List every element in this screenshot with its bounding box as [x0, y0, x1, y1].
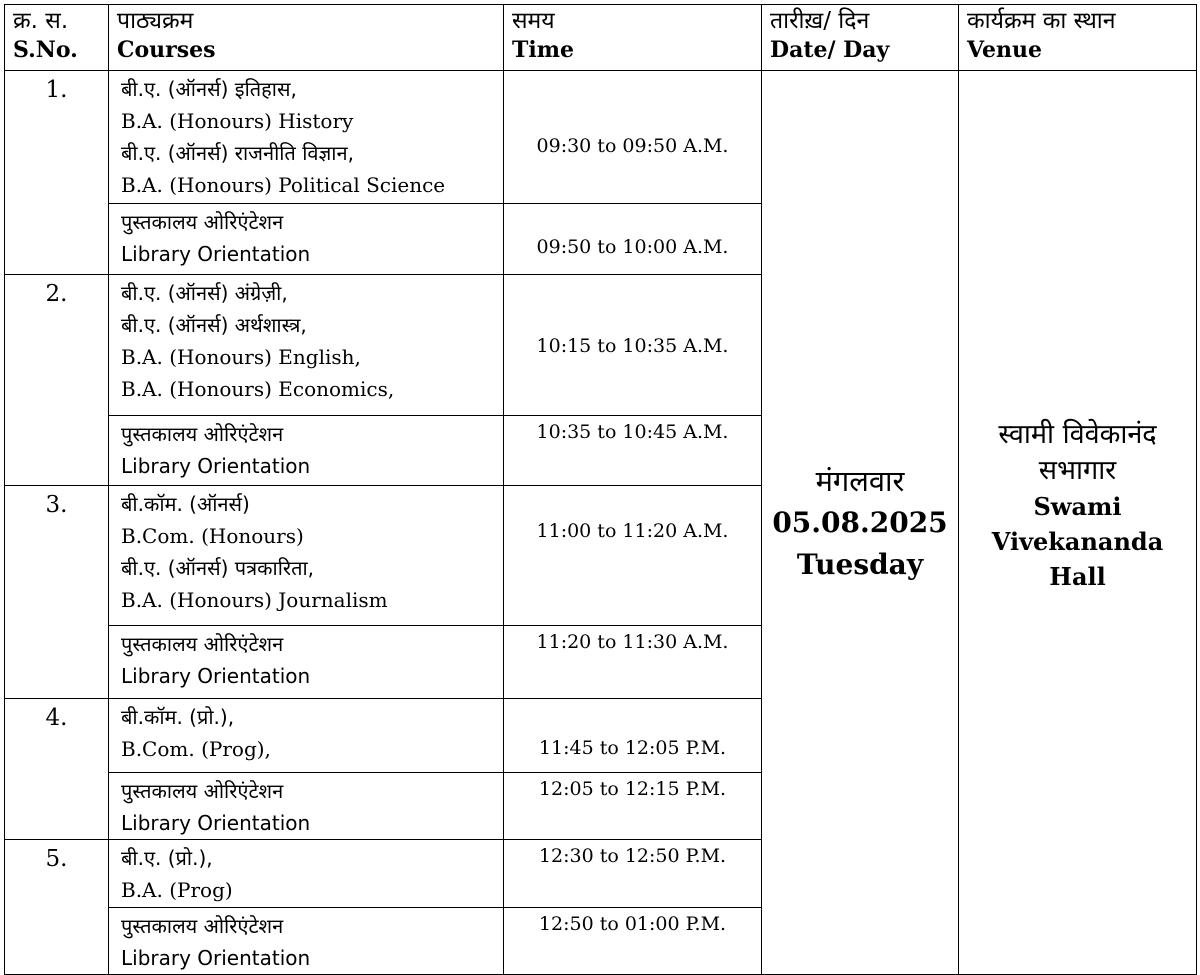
course-line: B.A. (Honours) Political Science [121, 173, 446, 197]
header-date [762, 5, 959, 71]
time-value: 11:00 to 11:20 A.M. [536, 520, 729, 542]
time-cell [504, 908, 762, 975]
course-line: बी.ए. (ऑनर्स) अंग्रेज़ी, [121, 281, 288, 305]
header-date-hindi: तारीख़/ दिन [770, 8, 870, 34]
library-hindi: पुस्तकालय ओरिएंटेशन [121, 779, 284, 803]
serial-number: 3. [5, 486, 109, 699]
serial-number: 5. [5, 840, 109, 975]
time-value: 12:50 to 01:00 P.M. [538, 913, 727, 935]
table-row [5, 71, 1197, 204]
course-cell [109, 699, 504, 773]
time-value: 10:15 to 10:35 A.M. [536, 335, 729, 357]
venue-hindi-line1: स्वामी विवेकानंद [998, 419, 1157, 450]
course-line: बी.ए. (ऑनर्स) इतिहास, [121, 77, 297, 101]
library-hindi: पुस्तकालय ओरिएंटेशन [121, 210, 284, 234]
schedule-table [4, 4, 1197, 975]
time-value: 09:30 to 09:50 A.M. [536, 135, 729, 157]
library-cell [109, 773, 504, 840]
course-cell [109, 840, 504, 908]
header-date-english: Date/ Day [770, 37, 890, 63]
library-cell [109, 416, 504, 486]
time-cell [504, 204, 762, 275]
course-line: B.A. (Honours) Economics, [121, 377, 395, 401]
library-hindi: पुस्तकालय ओरिएंटेशन [121, 914, 284, 938]
course-line: बी.कॉम. (ऑनर्स) [121, 492, 250, 516]
time-value: 09:50 to 10:00 A.M. [536, 236, 729, 258]
time-value: 10:35 to 10:45 A.M. [536, 421, 729, 443]
header-courses-hindi: पाठ्यक्रम [117, 8, 194, 34]
course-line: बी.ए. (प्रो.), [121, 846, 213, 870]
header-time [504, 5, 762, 71]
time-cell [504, 840, 762, 908]
time-value: 11:20 to 11:30 A.M. [536, 631, 729, 653]
course-cell [109, 486, 504, 626]
library-english: Library Orientation [121, 242, 311, 266]
header-time-hindi: समय [512, 8, 555, 34]
library-cell [109, 626, 504, 699]
day-english: Tuesday [796, 547, 924, 581]
library-hindi: पुस्तकालय ओरिएंटेशन [121, 632, 284, 656]
course-line: B.A. (Honours) English, [121, 345, 361, 369]
library-english: Library Orientation [121, 811, 311, 835]
time-cell [504, 699, 762, 773]
course-cell [109, 275, 504, 416]
day-hindi: मंगलवार [815, 463, 905, 498]
header-time-english: Time [512, 37, 575, 63]
venue-english-line1: Swami [1033, 492, 1122, 521]
time-cell [504, 416, 762, 486]
time-value: 11:45 to 12:05 P.M. [538, 737, 727, 759]
course-line: B.Com. (Prog), [121, 737, 271, 761]
header-venue [959, 5, 1197, 71]
time-cell [504, 773, 762, 840]
venue-hindi-line2: सभागार [1038, 455, 1117, 486]
venue-english-line2: Vivekananda [991, 527, 1164, 556]
time-cell [504, 275, 762, 416]
course-line: B.A. (Prog) [121, 878, 233, 902]
library-english: Library Orientation [121, 664, 311, 688]
course-cell [109, 71, 504, 204]
header-venue-hindi: कार्यक्रम का स्थान [967, 8, 1116, 34]
library-cell [109, 204, 504, 275]
course-line: बी.ए. (ऑनर्स) पत्रकारिता, [121, 556, 315, 580]
date-day-cell [762, 71, 959, 975]
library-cell [109, 908, 504, 975]
header-sno [5, 5, 109, 71]
time-cell [504, 71, 762, 204]
venue-cell [959, 71, 1197, 975]
course-line: B.Com. (Honours) [121, 524, 304, 548]
library-english: Library Orientation [121, 946, 311, 970]
event-date: 05.08.2025 [772, 505, 948, 539]
header-venue-english: Venue [967, 37, 1043, 63]
header-sno-english: S.No. [13, 37, 78, 63]
time-value: 12:05 to 12:15 P.M. [538, 778, 727, 800]
course-line: B.A. (Honours) History [121, 109, 354, 133]
course-line: बी.ए. (ऑनर्स) अर्थशास्त्र, [121, 313, 307, 337]
serial-number: 2. [5, 275, 109, 486]
serial-number: 1. [5, 71, 109, 275]
course-line: B.A. (Honours) Journalism [121, 588, 388, 612]
library-english: Library Orientation [121, 454, 311, 478]
course-line: बी.कॉम. (प्रो.), [121, 705, 235, 729]
course-line: बी.ए. (ऑनर्स) राजनीति विज्ञान, [121, 141, 354, 165]
time-cell [504, 626, 762, 699]
header-row [5, 5, 1197, 71]
header-courses-english: Courses [117, 37, 216, 63]
header-sno-hindi: क्र. स. [13, 8, 69, 34]
venue-english-line3: Hall [1049, 562, 1106, 591]
header-courses [109, 5, 504, 71]
time-cell [504, 486, 762, 626]
serial-number: 4. [5, 699, 109, 840]
time-value: 12:30 to 12:50 P.M. [538, 845, 727, 867]
library-hindi: पुस्तकालय ओरिएंटेशन [121, 422, 284, 446]
